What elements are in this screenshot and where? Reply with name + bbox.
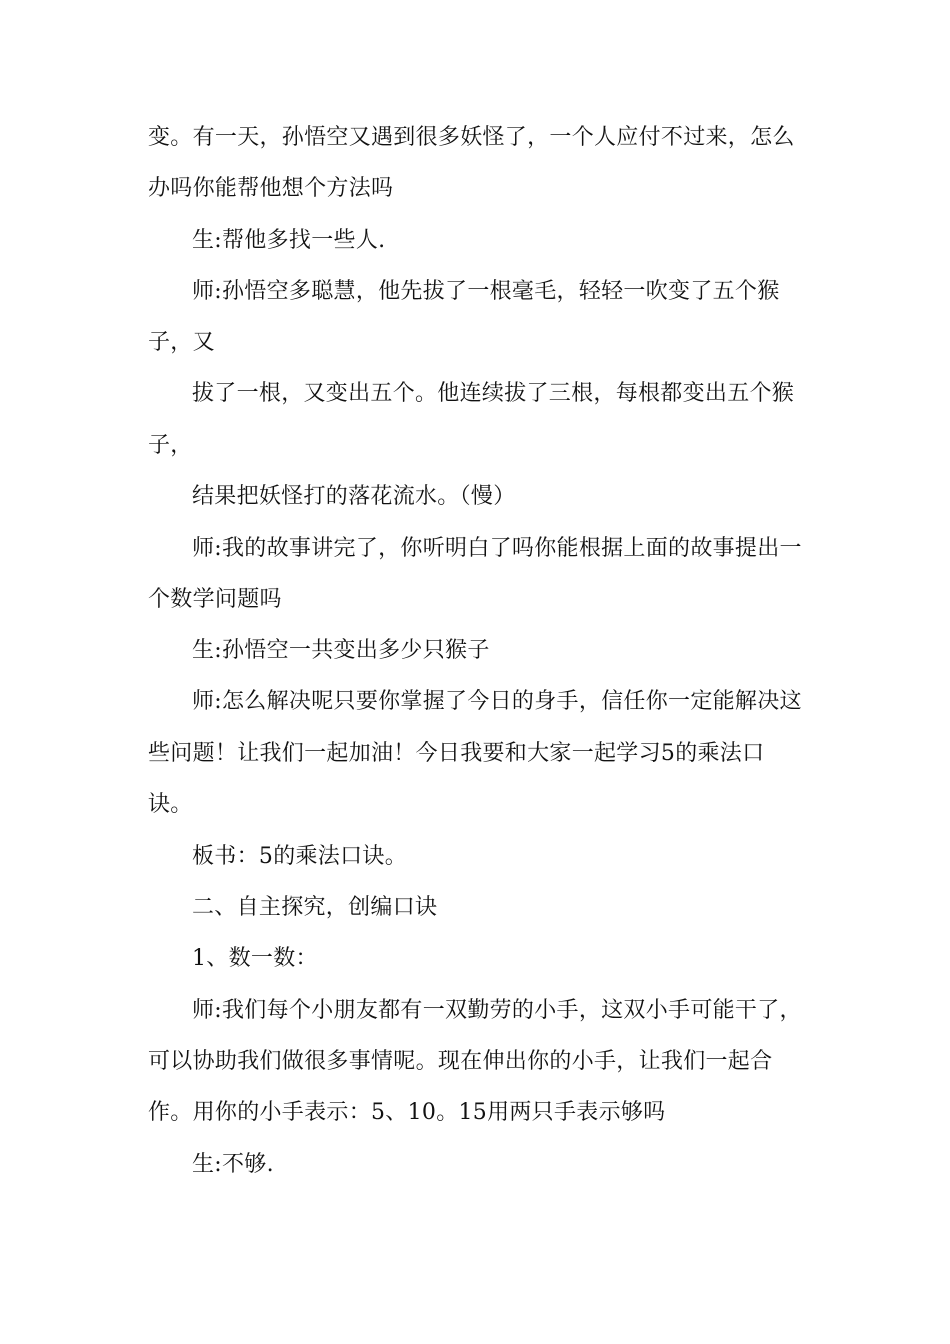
text-line: 师:我们每个小朋友都有一双勤劳的小手，这双小手可能干了， (192, 998, 802, 1023)
text-line: 作。用你的小手表示：5、10。15用两只手表示够吗 (148, 1100, 666, 1125)
text-line: 师:怎么解决呢只要你掌握了今日的身手，信任你一定能解决这 (192, 689, 802, 714)
text-line: 师:孙悟空多聪慧，他先拔了一根毫毛，轻轻一吹变了五个猴 (192, 279, 780, 304)
text-line: 诀。 (148, 792, 193, 817)
text-line: 生:不够. (192, 1152, 274, 1177)
text-line: 结果把妖怪打的落花流水。（慢） (192, 484, 516, 509)
text-line: 可以协助我们做很多事情呢。现在伸出你的小手，让我们一起合 (148, 1049, 773, 1074)
text-line: 生:孙悟空一共变出多少只猴子 (192, 638, 490, 663)
text-line: 拔了一根，又变出五个。他连续拔了三根，每根都变出五个猴 (192, 381, 795, 406)
text-line: 子， (148, 433, 193, 458)
text-line: 板书：5的乘法口诀。 (192, 844, 407, 869)
text-line: 些问题！让我们一起加油！今日我要和大家一起学习5的乘法口 (148, 741, 765, 766)
subsection-heading: 1、数一数： (192, 946, 318, 971)
text-line: 生:帮他多找一些人. (192, 228, 386, 253)
text-line: 个数学问题吗 (148, 587, 282, 612)
text-line: 变。有一天，孙悟空又遇到很多妖怪了，一个人应付不过来，怎么 (148, 125, 795, 150)
text-line: 办吗你能帮他想个方法吗 (148, 176, 394, 201)
text-line: 师:我的故事讲完了，你听明白了吗你能根据上面的故事提出一 (192, 536, 802, 561)
text-line: 子，又 (148, 330, 215, 355)
section-heading: 二、自主探究，创编口诀 (192, 895, 438, 920)
